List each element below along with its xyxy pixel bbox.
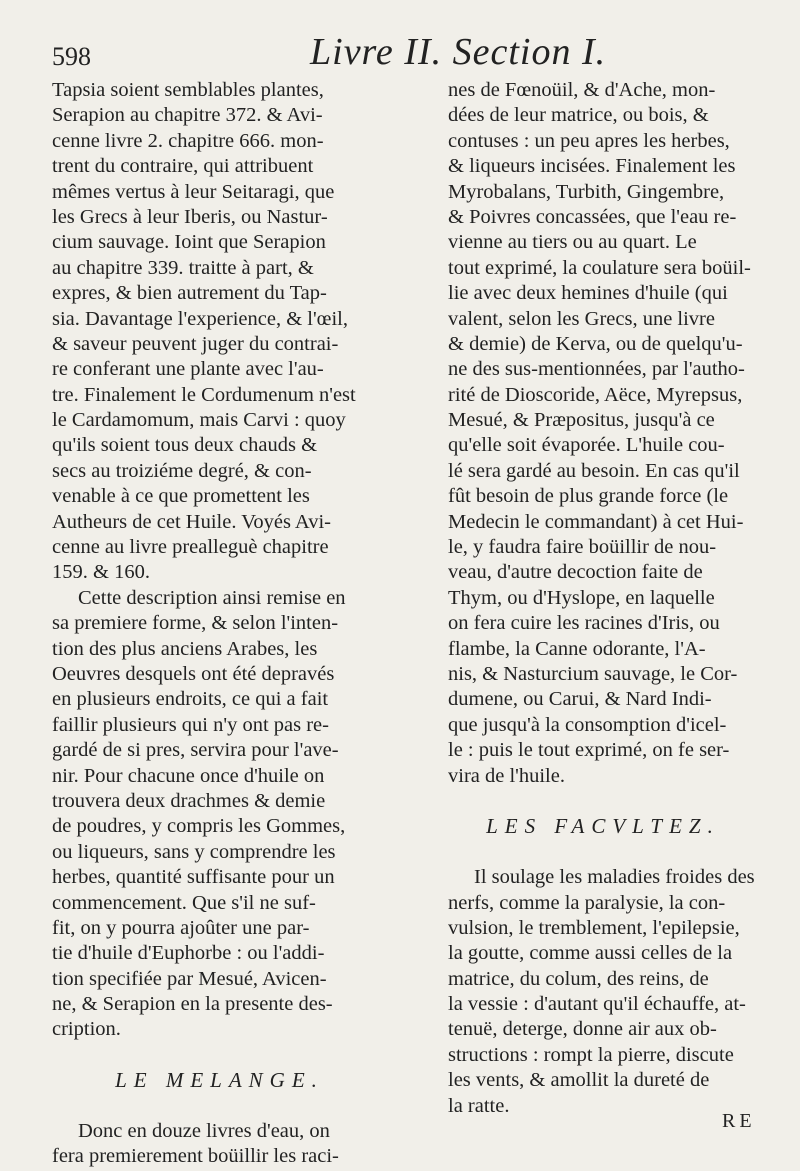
text-line: dumene, ou Carui, & Nard Indi- <box>448 688 712 711</box>
text-line: Myrobalans, Turbith, Gingembre, <box>448 180 725 203</box>
text-line: tion specifiée par Mesué, Avicen- <box>52 967 327 990</box>
text-line: commencement. Que s'il ne suf- <box>52 891 316 914</box>
text-line: Mesué, & Præpositus, jusqu'à ce <box>448 409 715 432</box>
text-line: cium sauvage. Ioint que Serapion <box>52 231 326 254</box>
text-line: flambe, la Canne odorante, l'A- <box>448 637 706 660</box>
text-line: cenne livre 2. chapitre 666. mon- <box>52 129 324 152</box>
text-line: Cette description ainsi remise en <box>78 586 346 609</box>
text-line: venable à ce que promettent les <box>52 485 310 508</box>
text-line: tout exprimé, la coulature sera boüil- <box>448 256 751 279</box>
running-head: Livre II. Section I. <box>310 31 607 73</box>
text-line: la goutte, comme aussi celles de la <box>448 942 733 965</box>
paragraph <box>448 78 758 789</box>
right-column <box>448 78 758 1119</box>
text-line: lé sera gardé au besoin. En cas qu'il <box>448 459 740 482</box>
text-line: rité de Dioscoride, Aëce, Myrepsus, <box>448 383 743 406</box>
text-line: tion des plus anciens Arabes, les <box>52 637 318 660</box>
text-line: tie d'huile d'Euphorbe : ou l'addi- <box>52 942 325 965</box>
text-line: ou liqueurs, sans y comprendre les <box>52 840 336 863</box>
text-line: mêmes vertus à leur Seitaragi, que <box>52 180 335 203</box>
text-line: au chapitre 339. traitte à part, & <box>52 256 314 279</box>
text-line: le Cardamomum, mais Carvi : quoy <box>52 409 346 432</box>
text-line: secs au troiziéme degré, & con- <box>52 459 312 482</box>
page-number: 598 <box>52 42 91 71</box>
spacer <box>52 1043 387 1068</box>
page-header <box>0 20 800 80</box>
text-line: vira de l'huile. <box>448 764 565 787</box>
text-line: nis, & Nasturcium sauvage, le Cor- <box>448 662 738 685</box>
text-line: Serapion au chapitre 372. & Avi- <box>52 104 323 127</box>
text-line: sa premiere forme, & selon l'inten- <box>52 612 339 635</box>
paragraph <box>52 1119 387 1170</box>
text-line: qu'elle soit évaporée. L'huile cou- <box>448 434 725 457</box>
text-line: Autheurs de cet Huile. Voyés Avi- <box>52 510 331 533</box>
paragraph <box>448 865 758 1119</box>
text-line: de poudres, y compris les Gommes, <box>52 815 346 838</box>
text-line: le : puis le tout exprimé, on fe ser- <box>448 739 730 762</box>
section-heading: LES FACVLTEZ. <box>486 814 720 839</box>
text-line: faillir plusieurs qui n'y ont pas re- <box>52 713 329 736</box>
text-line: ne, & Serapion en la presente des- <box>52 993 333 1016</box>
text-line: que jusqu'à la consomption d'icel- <box>448 713 727 736</box>
text-line: cription. <box>52 1018 121 1041</box>
text-line: lie avec deux hemines d'huile (qui <box>448 282 728 305</box>
text-line: trent du contraire, qui attribuent <box>52 155 314 178</box>
text-line: & saveur peuvent juger du contrai- <box>52 332 339 355</box>
text-line: Il soulage les maladies froides des <box>474 866 755 889</box>
text-line: Medecin le commandant) à cet Hui- <box>448 510 744 533</box>
text-line: la ratte. <box>448 1094 510 1117</box>
text-line: dées de leur matrice, ou bois, & <box>448 104 709 127</box>
paragraph <box>52 586 387 1043</box>
text-line: expres, & bien autrement du Tap- <box>52 282 327 305</box>
text-line: tenuë, deterge, donne air aux ob- <box>448 1018 717 1041</box>
spacer <box>448 789 758 814</box>
text-line: en plusieurs endroits, ce qui a fait <box>52 688 329 711</box>
text-line: les vents, & amollit la dureté de <box>448 1069 710 1092</box>
left-column <box>52 78 387 1170</box>
text-line: 159. & 160. <box>52 561 150 584</box>
text-line: Thym, ou d'Hyslope, en laquelle <box>448 586 715 609</box>
text-line: & liqueurs incisées. Finalement les <box>448 155 736 178</box>
text-line: qu'ils soient tous deux chauds & <box>52 434 318 457</box>
text-line: Tapsia soient semblables plantes, <box>52 79 324 101</box>
catchword: RE <box>722 1110 756 1132</box>
text-line: matrice, du colum, des reins, de <box>448 967 709 990</box>
text-line: sia. Davantage l'experience, & l'œil, <box>52 307 348 330</box>
text-line: trouvera deux drachmes & demie <box>52 789 326 812</box>
text-line: la vessie : d'autant qu'il échauffe, at- <box>448 993 746 1016</box>
text-line: valent, selon les Grecs, une livre <box>448 307 715 330</box>
text-line: & Poivres concassées, que l'eau re- <box>448 205 737 228</box>
text-line: le, y faudra faire boüillir de nou- <box>448 536 717 559</box>
spacer <box>52 1094 387 1119</box>
text-line: fera premierement boüillir les raci- <box>52 1145 339 1168</box>
text-line: herbes, quantité suffisante pour un <box>52 866 335 889</box>
text-line: nes de Fœnoüil, & d'Ache, mon- <box>448 79 716 101</box>
text-line: & demie) de Kerva, ou de quelqu'u- <box>448 332 743 355</box>
text-line: cenne au livre prealleguè chapitre <box>52 536 329 559</box>
text-line: Oeuvres desquels ont été depravés <box>52 662 335 685</box>
text-line: ne des sus-mentionnées, par l'autho- <box>448 358 745 381</box>
section-heading: LE MELANGE. <box>115 1068 324 1093</box>
text-line: Donc en douze livres d'eau, on <box>78 1120 330 1143</box>
spacer <box>448 840 758 865</box>
text-line: nerfs, comme la paralysie, la con- <box>448 891 726 914</box>
text-line: tre. Finalement le Cordumenum n'est <box>52 383 356 406</box>
text-line: re conferant une plante avec l'au- <box>52 358 324 381</box>
text-line: vulsion, le tremblement, l'epilepsie, <box>448 916 740 939</box>
text-line: veau, d'autre decoction faite de <box>448 561 703 584</box>
text-line: gardé de si pres, servira pour l'ave- <box>52 739 339 762</box>
text-line: contuses : un peu apres les herbes, <box>448 129 730 152</box>
text-line: les Grecs à leur Iberis, ou Nastur- <box>52 205 328 228</box>
text-line: nir. Pour chacune once d'huile on <box>52 764 325 787</box>
text-line: fût besoin de plus grande force (le <box>448 485 729 508</box>
text-line: structions : rompt la pierre, discute <box>448 1043 734 1066</box>
text-line: fit, on y pourra ajoûter une par- <box>52 916 310 939</box>
paragraph <box>52 78 387 586</box>
text-line: on fera cuire les racines d'Iris, ou <box>448 612 720 635</box>
text-line: vienne au tiers ou au quart. Le <box>448 231 697 254</box>
